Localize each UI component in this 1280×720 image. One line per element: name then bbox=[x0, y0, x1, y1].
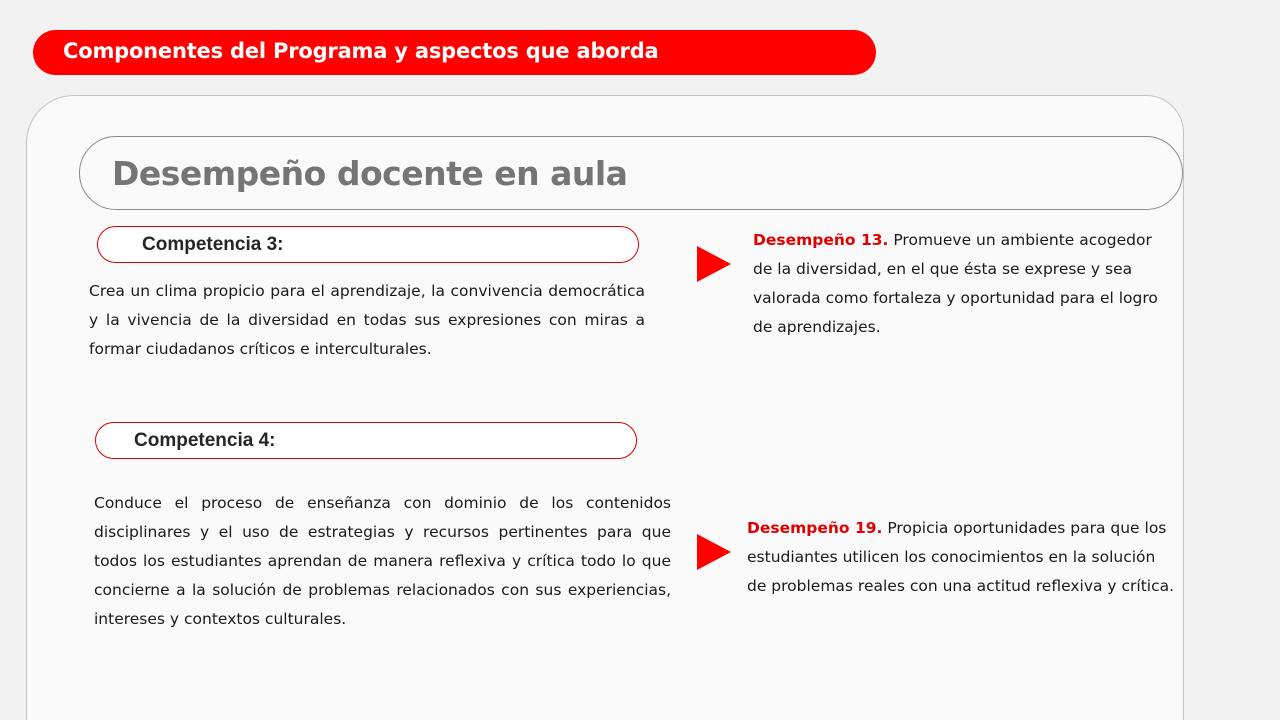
header-title: Componentes del Programa y aspectos que aborda bbox=[63, 38, 659, 63]
competencia-4-label-box bbox=[95, 422, 637, 459]
competencia-4-label: Competencia 4: bbox=[134, 429, 276, 451]
competencia-3-label-box bbox=[97, 226, 639, 263]
section-title: Desempeño docente en aula bbox=[112, 153, 628, 193]
section-header bbox=[79, 136, 1183, 210]
desempeno-13-text bbox=[753, 226, 1173, 342]
competencia-3-label: Competencia 3: bbox=[142, 233, 284, 255]
desempeno-13-body: Promueve un ambiente acogedor de la diversidad, en el que ésta se exprese y sea valorada como fortaleza y oportunidad para el logro de aprendizajes. bbox=[753, 231, 1158, 336]
competencia-3-description: Crea un clima propicio para el aprendizaje, la convivencia democrática y la vivencia de la diversidad en todas sus expresiones con miras a formar ciudadanos críticos e interculturales. bbox=[89, 282, 645, 358]
desempeno-13-title: Desempeño 13. bbox=[753, 231, 889, 249]
desempeno-19-text bbox=[747, 514, 1175, 601]
desempeno-19-title: Desempeño 19. bbox=[747, 519, 883, 537]
arrow-right-icon bbox=[697, 534, 731, 570]
desempeno-19-body: Propicia oportunidades para que los estudiantes utilicen los conocimientos en la solución de problemas reales con una actitud reflexiva y crítica. bbox=[747, 519, 1175, 595]
header-banner bbox=[33, 30, 876, 75]
arrow-right-icon bbox=[697, 246, 731, 282]
competencia-4-description: Conduce el proceso de enseñanza con dominio de los contenidos disciplinares y el uso de estrategias y recursos pertinentes para que todos los estudiantes aprendan de manera reflexiva y crítica todo lo que concierne a la solución de problemas relacionados con sus experiencias, intereses y contextos culturales. bbox=[94, 494, 671, 628]
